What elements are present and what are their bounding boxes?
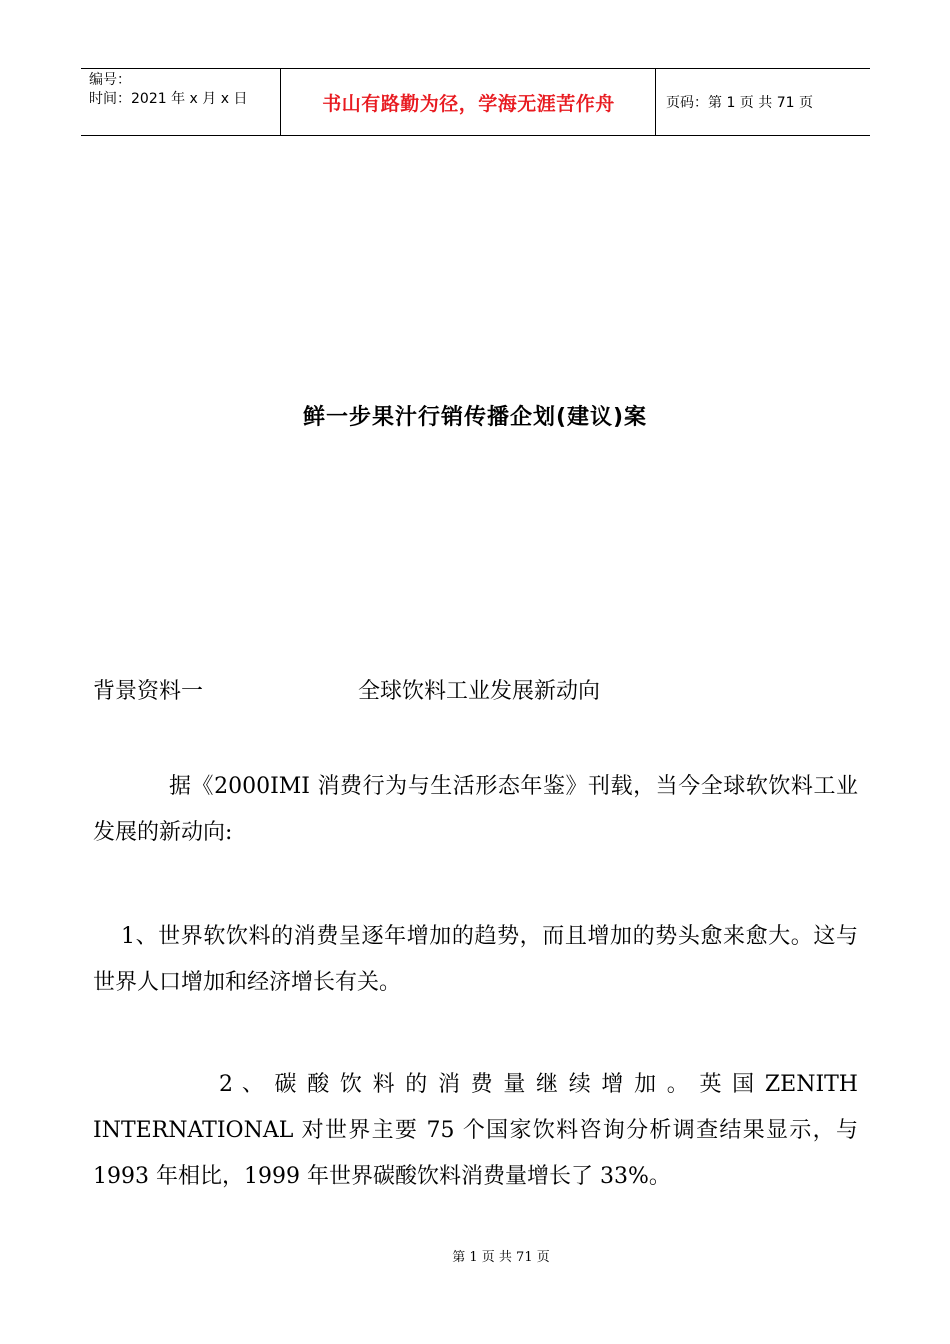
header-meta bbox=[81, 69, 281, 135]
document-date-label: 时间：2021 年 x 月 x 日 bbox=[89, 91, 248, 107]
header-page-info: 页码：第 1 页 共 71 页 bbox=[666, 95, 813, 111]
page-footer: 第 1 页 共 71 页 bbox=[452, 1250, 550, 1265]
document-number-label: 编号： bbox=[89, 72, 131, 88]
section-heading bbox=[93, 674, 601, 705]
document-title: 鲜一步果汁行销传播企划(建议)案 bbox=[302, 405, 648, 430]
body-paragraph: 2 、 碳 酸 饮 料 的 消 费 量 继 续 增 加 。 英 国 ZENITH INTERNATIONAL 对世界主要 75 个国家饮料咨询分析调查结果显示，与 1993 年相比，1999 年世界碳酸饮料消费量增长了 33%。 bbox=[93, 1072, 858, 1189]
section-label: 背景资料一 bbox=[93, 679, 204, 704]
header-motto: 书山有路勤为径，学海无涯苦作舟 bbox=[282, 69, 656, 135]
body-paragraph: 据《2000IMI 消费行为与生活形态年鉴》刊载，当今全球软饮料工业发展的新动向: bbox=[93, 774, 858, 845]
body-paragraph: 1、世界软饮料的消费呈逐年增加的趋势，而且增加的势头愈来愈大。这与世界人口增加和经济增长有关。 bbox=[93, 924, 858, 995]
section-title: 全球饮料工业发展新动向 bbox=[358, 679, 601, 704]
document-header bbox=[81, 68, 870, 136]
